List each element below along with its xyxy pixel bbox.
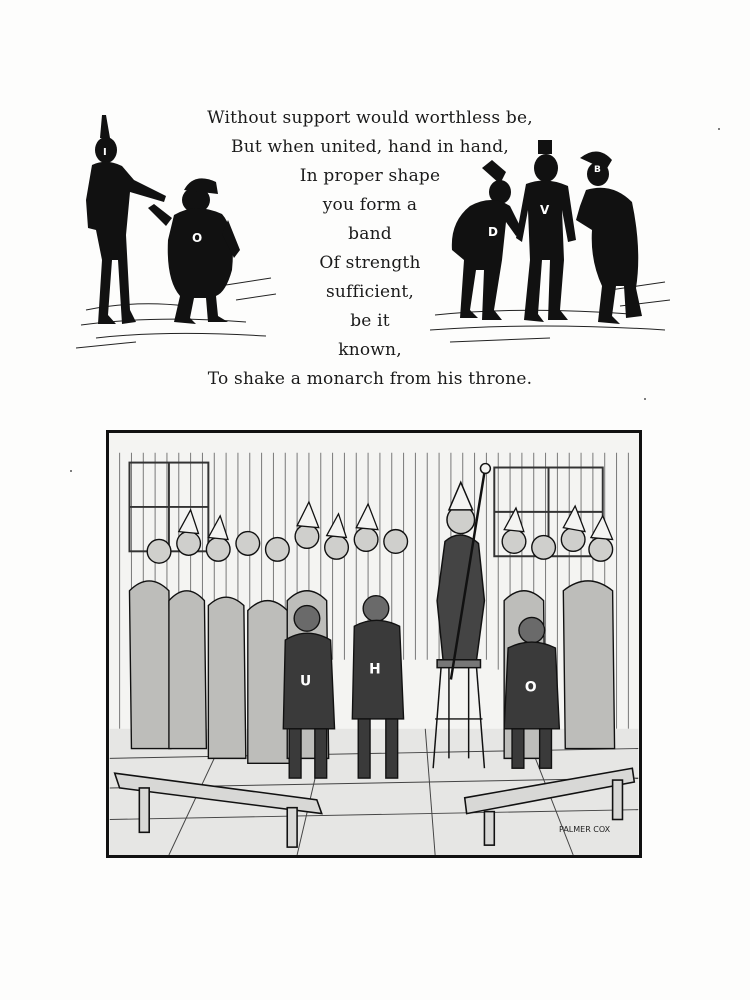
letter-O-label-scene: O bbox=[524, 679, 537, 696]
verse-line: known, bbox=[338, 340, 402, 360]
verse-line: But when united, hand in hand, bbox=[231, 137, 509, 157]
verse-line: Of strength bbox=[319, 253, 421, 273]
crowd-scene bbox=[109, 433, 639, 855]
verse-line: Without support would worthless be, bbox=[207, 108, 533, 128]
verse-line: you form a bbox=[322, 195, 418, 215]
verse-line: band bbox=[348, 224, 392, 244]
letter-B-label: B bbox=[594, 165, 601, 175]
verse-line: To shake a monarch from his throne. bbox=[207, 369, 533, 389]
artist-signature: PALMER COX bbox=[559, 825, 611, 834]
letter-V-label: V bbox=[540, 203, 550, 217]
verse-line: In proper shape bbox=[299, 166, 441, 186]
print-speck bbox=[718, 128, 720, 130]
right-silhouettes-illustration bbox=[430, 110, 670, 360]
print-speck bbox=[70, 470, 72, 472]
letter-H-label: H bbox=[369, 661, 381, 678]
verse-line: be it bbox=[350, 311, 390, 331]
engraving-illustration bbox=[106, 430, 642, 858]
letter-I-label: I bbox=[103, 147, 107, 158]
letter-O-label: O bbox=[192, 231, 203, 245]
right-silhouette-group bbox=[430, 110, 670, 360]
verse-line: sufficient, bbox=[325, 282, 415, 302]
print-speck bbox=[644, 398, 646, 400]
letter-U-label: U bbox=[300, 673, 312, 690]
letter-D-label: D bbox=[488, 225, 498, 239]
